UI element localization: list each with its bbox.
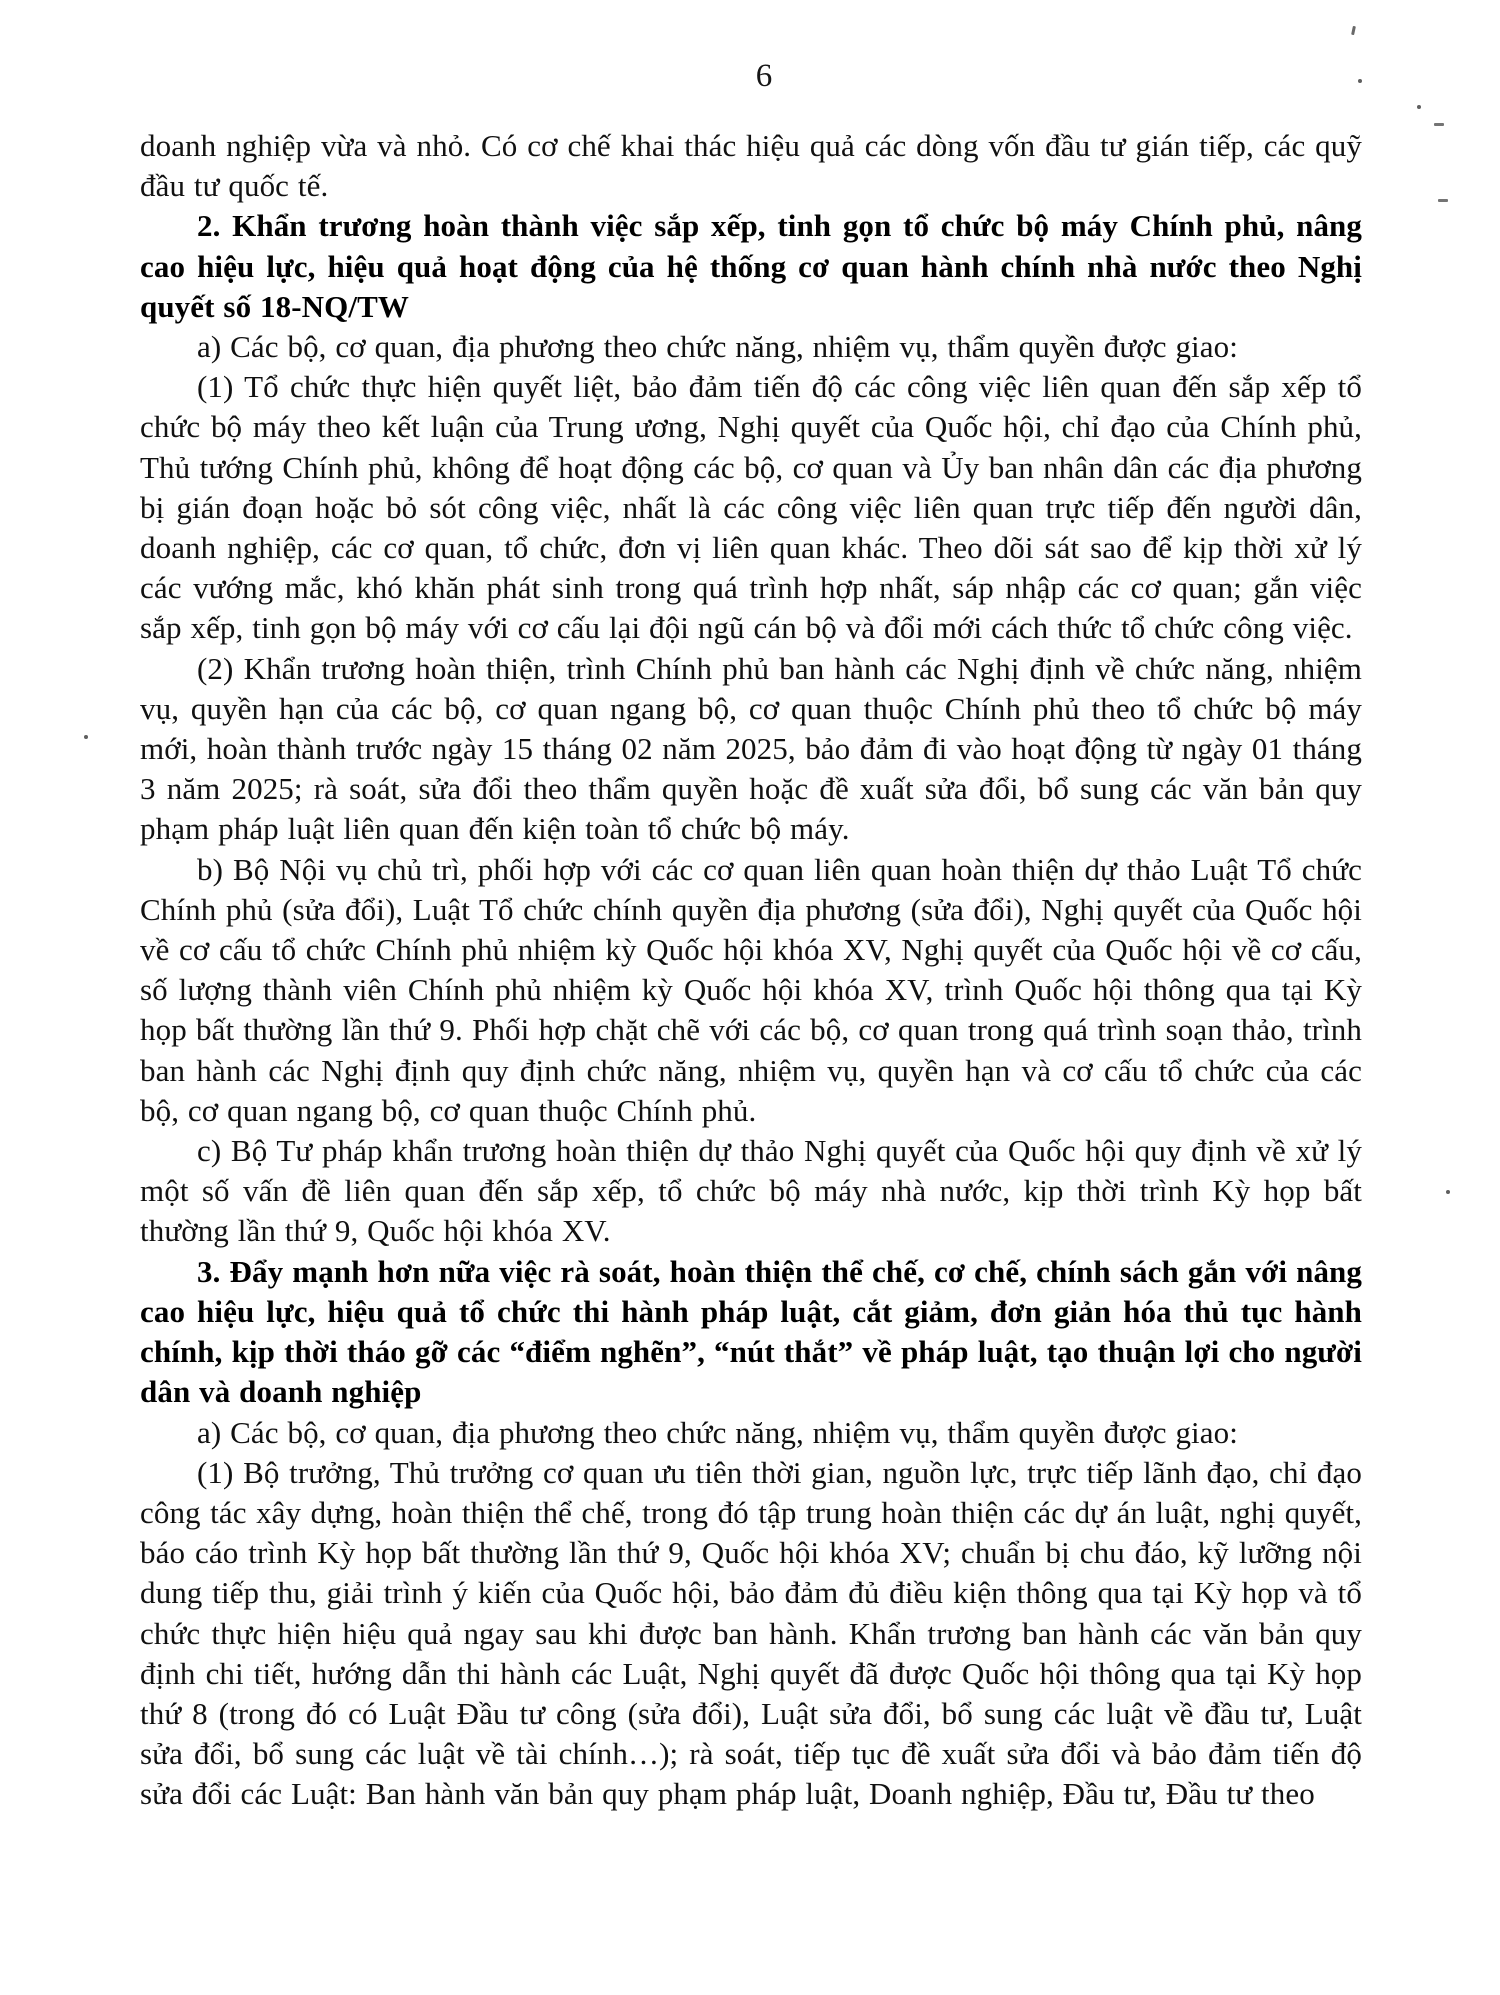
- section-3-heading: 3. Đẩy mạnh hơn nữa việc rà soát, hoàn thiện thể chế, cơ chế, chính sách gắn với nâng cao hiệu lực, hiệu quả tổ chức thi hành pháp luật, cắt giảm, đơn giản hóa thủ tục hành chính, kịp thời tháo gỡ các “điểm nghẽn”, “nút thắt” về pháp luật, tạo thuận lợi cho người dân và doanh nghiệp: [140, 1253, 1362, 1410]
- paragraph-2c: c) Bộ Tư pháp khẩn trương hoàn thiện dự thảo Nghị quyết của Quốc hội quy định về xử lý một số vấn đề liên quan đến sắp xếp, tổ chức bộ máy nhà nước, kịp thời trình Kỳ họp bất thường lần thứ 9, Quốc hội khóa XV.: [140, 1133, 1362, 1249]
- scan-speck: [84, 735, 88, 739]
- paragraph-2a-item-1: (1) Tổ chức thực hiện quyết liệt, bảo đảm tiến độ các công việc liên quan đến sắp xếp tổ chức bộ máy theo kết luận của Trung ương, Nghị quyết của Quốc hội, chỉ đạo của Chính phủ, Thủ tướng Chính phủ, không để hoạt động các bộ, cơ quan và Ủy ban nhân dân các địa phương bị gián đoạn hoặc bỏ sót công việc, nhất là các công việc liên quan trực tiếp đến người dân, doanh nghiệp, các cơ quan, tổ chức, đơn vị liên quan khác. Theo dõi sát sao để kịp thời xử lý các vướng mắc, khó khăn phát sinh trong quá trình hợp nhất, sáp nhập các cơ quan; gắn việc sắp xếp, tinh gọn bộ máy với cơ cấu lại đội ngũ cán bộ và đổi mới cách thức tổ chức công việc.: [140, 369, 1362, 646]
- scan-speck: [1434, 123, 1444, 126]
- section-2-heading: 2. Khẩn trương hoàn thành việc sắp xếp, tinh gọn tổ chức bộ máy Chính phủ, nâng cao hiệu lực, hiệu quả hoạt động của hệ thống cơ quan hành chính nhà nước theo Nghị quyết số 18-NQ/TW: [140, 208, 1362, 324]
- scan-speck: [1446, 1190, 1450, 1194]
- scan-speck: [1358, 79, 1362, 83]
- document-body: [140, 126, 1362, 1815]
- paragraph-continuation: doanh nghiệp vừa và nhỏ. Có cơ chế khai thác hiệu quả các dòng vốn đầu tư gián tiếp, các quỹ đầu tư quốc tế.: [140, 128, 1362, 204]
- page-number: 6: [755, 58, 773, 94]
- paragraph-2a: a) Các bộ, cơ quan, địa phương theo chức năng, nhiệm vụ, thẩm quyền được giao:: [197, 329, 1238, 365]
- paragraph-2b: b) Bộ Nội vụ chủ trì, phối hợp với các cơ quan liên quan hoàn thiện dự thảo Luật Tổ chức Chính phủ (sửa đổi), Luật Tổ chức chính quyền địa phương (sửa đổi), Nghị quyết của Quốc hội về cơ cấu tổ chức Chính phủ nhiệm kỳ Quốc hội khóa XV, Nghị quyết của Quốc hội về cơ cấu, số lượng thành viên Chính phủ nhiệm kỳ Quốc hội khóa XV, trình Quốc hội thông qua tại Kỳ họp bất thường lần thứ 9. Phối hợp chặt chẽ với các bộ, cơ quan trong quá trình soạn thảo, trình ban hành các Nghị định quy định chức năng, nhiệm vụ, quyền hạn và cơ cấu tổ chức của các bộ, cơ quan ngang bộ, cơ quan thuộc Chính phủ.: [140, 851, 1362, 1128]
- paragraph-3a: a) Các bộ, cơ quan, địa phương theo chức năng, nhiệm vụ, thẩm quyền được giao:: [197, 1414, 1238, 1450]
- scan-speck: [1438, 199, 1448, 202]
- scan-speck: [1417, 105, 1421, 109]
- paragraph-3a-item-1: (1) Bộ trưởng, Thủ trưởng cơ quan ưu tiên thời gian, nguồn lực, trực tiếp lãnh đạo, chỉ đạo công tác xây dựng, hoàn thiện thể chế, trong đó tập trung hoàn thiện các dự án luật, nghị quyết, báo cáo trình Kỳ họp bất thường lần thứ 9, Quốc hội khóa XV; chuẩn bị chu đáo, kỹ lưỡng nội dung tiếp thu, giải trình ý kiến của Quốc hội, bảo đảm đủ điều kiện thông qua tại Kỳ họp và tổ chức thực hiện hiệu quả ngay sau khi được ban hành. Khẩn trương ban hành các văn bản quy định chi tiết, hướng dẫn thi hành các Luật, Nghị quyết đã được Quốc hội thông qua tại Kỳ họp thứ 8 (trong đó có Luật Đầu tư công (sửa đổi), Luật sửa đổi, bổ sung các luật về đầu tư, Luật sửa đổi, bổ sung các luật về tài chính…); rà soát, tiếp tục đề xuất sửa đổi và bảo đảm tiến độ sửa đổi các Luật: Ban hành văn bản quy phạm pháp luật, Doanh nghiệp, Đầu tư, Đầu tư theo: [140, 1454, 1362, 1812]
- scan-speck: [1351, 26, 1356, 35]
- paragraph-2a-item-2: (2) Khẩn trương hoàn thiện, trình Chính phủ ban hành các Nghị định về chức năng, nhiệm vụ, quyền hạn của các bộ, cơ quan ngang bộ, cơ quan thuộc Chính phủ theo tổ chức bộ máy mới, hoàn thành trước ngày 15 tháng 02 năm 2025, bảo đảm đi vào hoạt động từ ngày 01 tháng 3 năm 2025; rà soát, sửa đổi theo thẩm quyền hoặc đề xuất sửa đổi, bổ sung các văn bản quy phạm pháp luật liên quan đến kiện toàn tổ chức bộ máy.: [140, 650, 1362, 847]
